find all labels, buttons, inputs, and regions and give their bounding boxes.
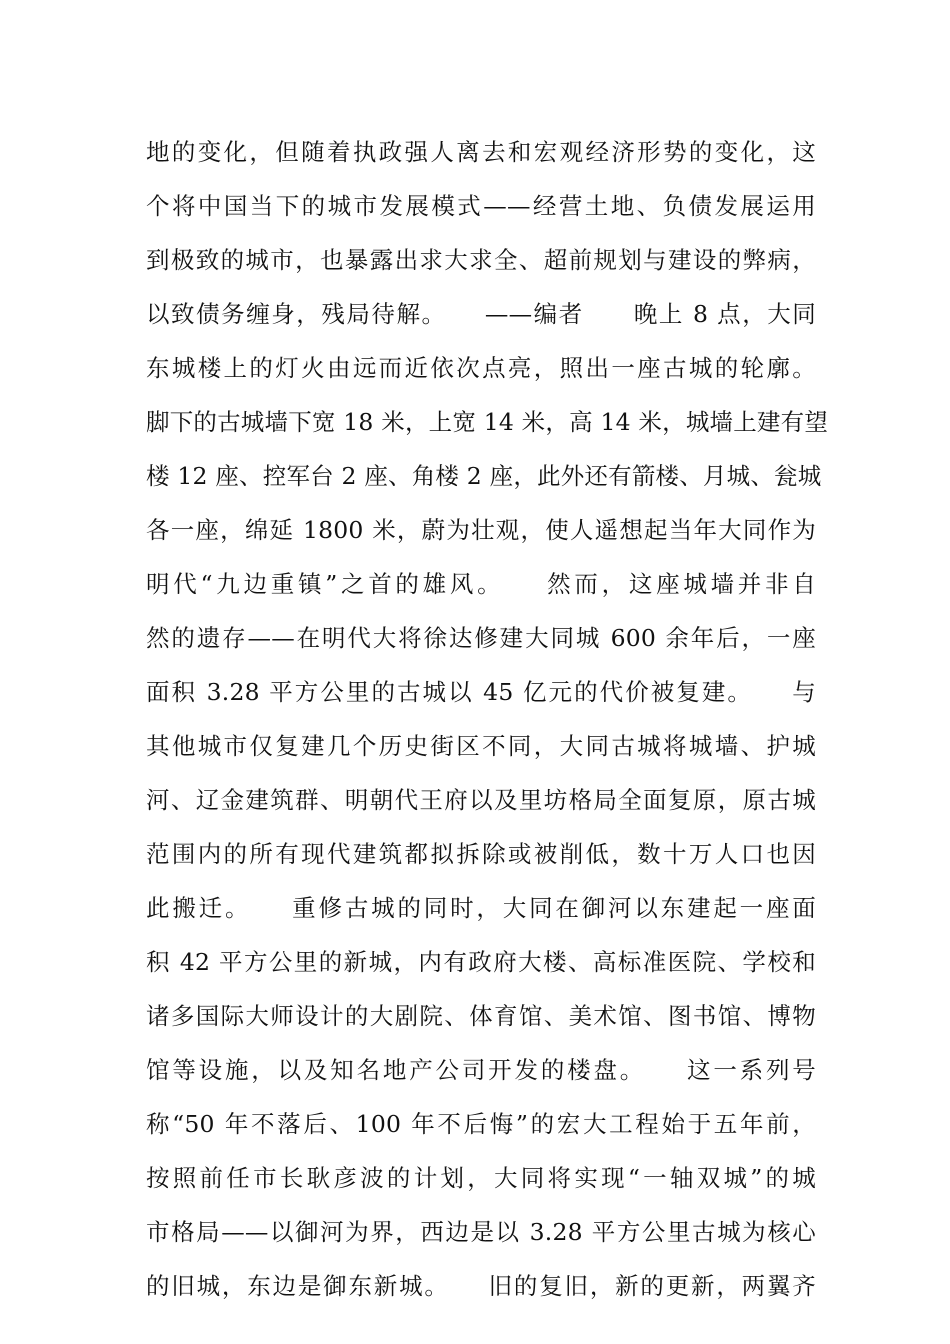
text-line: 范围内的所有现代建筑都拟拆除或被削低，数十万人口也因	[146, 840, 816, 868]
text-line: 东城楼上的灯火由远而近依次点亮，照出一座古城的轮廓。	[146, 354, 816, 382]
text-line: 脚下的古城墙下宽 18 米，上宽 14 米，高 14 米，城墙上建有望	[146, 408, 829, 436]
text-line: 到极致的城市，也暴露出求大求全、超前规划与建设的弊病，	[146, 246, 816, 274]
text-line: 河、辽金建筑群、明朝代王府以及里坊格局全面复原，原古城	[146, 786, 816, 814]
text-line: 然的遗存——在明代大将徐达修建大同城 600 余年后，一座	[146, 624, 816, 652]
text-line: 以致债务缠身，残局待解。 ——编者 晚上 8 点，大同	[146, 300, 816, 328]
text-line: 地的变化，但随着执政强人离去和宏观经济形势的变化，这	[146, 138, 816, 166]
article-body	[146, 128, 829, 1316]
text-line: 此搬迁。 重修古城的同时，大同在御河以东建起一座面	[146, 894, 816, 922]
text-line: 积 42 平方公里的新城，内有政府大楼、高标准医院、学校和	[146, 948, 816, 976]
text-line: 个将中国当下的城市发展模式——经营土地、负债发展运用	[146, 192, 816, 220]
text-line: 楼 12 座、控军台 2 座、角楼 2 座，此外还有箭楼、月城、瓮城	[146, 462, 822, 490]
text-line: 诸多国际大师设计的大剧院、体育馆、美术馆、图书馆、博物	[146, 1002, 816, 1030]
text-line: 明代“九边重镇”之首的雄风。 然而，这座城墙并非自	[146, 570, 816, 598]
text-line: 面积 3.28 平方公里的古城以 45 亿元的代价被复建。 与	[146, 678, 816, 706]
text-line: 各一座，绵延 1800 米，蔚为壮观，使人遥想起当年大同作为	[146, 516, 816, 544]
text-line: 市格局——以御河为界，西边是以 3.28 平方公里古城为核心	[146, 1218, 816, 1246]
text-line: 按照前任市长耿彦波的计划，大同将实现“一轴双城”的城	[146, 1164, 816, 1192]
text-line: 馆等设施，以及知名地产公司开发的楼盘。 这一系列号	[146, 1056, 816, 1084]
text-line: 称“50 年不落后、100 年不后悔”的宏大工程始于五年前，	[146, 1110, 816, 1138]
text-line: 其他城市仅复建几个历史街区不同，大同古城将城墙、护城	[146, 732, 816, 760]
text-line: 的旧城，东边是御东新城。 旧的复旧，新的更新，两翼齐	[146, 1272, 816, 1300]
